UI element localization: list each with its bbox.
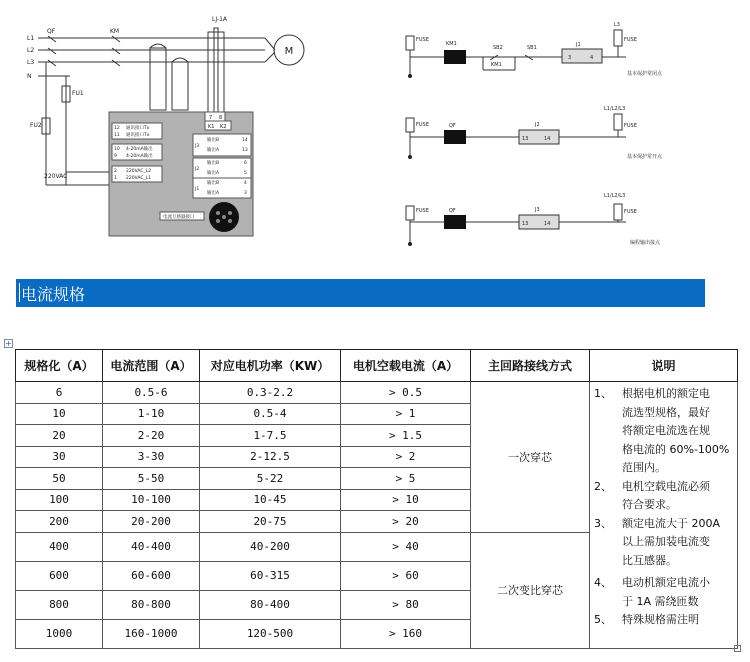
cell-spec: 600 bbox=[16, 561, 103, 590]
phase-label-l2: L2 bbox=[27, 47, 35, 54]
r3-t2: 14 bbox=[544, 221, 551, 227]
cell-spec: 6 bbox=[16, 382, 103, 404]
cell-power: 20-75 bbox=[200, 511, 341, 533]
col-header-noload: 电机空载电流（A） bbox=[341, 350, 471, 382]
table-header-row bbox=[16, 350, 738, 382]
col-header-range: 电流范围（A） bbox=[103, 350, 200, 382]
cell-range: 40-400 bbox=[103, 532, 200, 561]
note-line: 以上需加装电流变 bbox=[622, 535, 710, 548]
cell-power: 0.3-2.2 bbox=[200, 382, 341, 404]
cell-noload: > 1.5 bbox=[341, 425, 471, 447]
wiring-diagram bbox=[0, 0, 750, 262]
cell-spec: 400 bbox=[16, 532, 103, 561]
text-cursor bbox=[19, 283, 20, 302]
note-item bbox=[594, 478, 735, 515]
note-line: 比互感器。 bbox=[622, 553, 677, 567]
qf-label: QF bbox=[47, 28, 56, 35]
cell-range: 2-20 bbox=[103, 425, 200, 447]
r1-km1: KM1 bbox=[491, 62, 502, 68]
block-j1-bottom: 输出A bbox=[207, 191, 220, 196]
cell-range: 160-1000 bbox=[103, 619, 200, 648]
r3-phase: L1/L2/L3 bbox=[604, 193, 626, 199]
note-number: 2、 bbox=[594, 479, 612, 493]
block-j3: J3 bbox=[195, 144, 200, 149]
block-j3-n1: 14 bbox=[242, 138, 248, 143]
term-num-2: 2 bbox=[114, 169, 117, 174]
terminal-7: 7 bbox=[209, 115, 213, 121]
cell-range: 3-30 bbox=[103, 446, 200, 468]
r2-fuse-left: FUSE bbox=[416, 122, 429, 128]
r1-t1: 3 bbox=[568, 55, 572, 61]
r2-caption: 基本保护常开点 bbox=[627, 154, 663, 160]
note-line: 符合要求。 bbox=[622, 498, 677, 511]
note-line: 将额定电流选在规 bbox=[622, 424, 710, 437]
block-j1-top: 输出B bbox=[207, 181, 220, 186]
note-item bbox=[594, 515, 735, 571]
block-j1-n1: 4 bbox=[244, 181, 247, 186]
r2-phase: L1/L2/L3 bbox=[604, 106, 626, 112]
r3-caption: 编程输出接点 bbox=[630, 240, 661, 246]
r3-fuse-right: FUSE bbox=[624, 209, 637, 215]
cell-power: 5-22 bbox=[200, 468, 341, 490]
cell-wiring-primary: 一次穿芯 bbox=[471, 382, 590, 533]
table-move-icon[interactable]: + bbox=[5, 339, 12, 348]
cell-noload: > 10 bbox=[341, 489, 471, 511]
cell-power: 80-400 bbox=[200, 590, 341, 619]
phase-label-n: N bbox=[27, 73, 32, 80]
cell-spec: 10 bbox=[16, 403, 103, 425]
cell-power: 2-12.5 bbox=[200, 446, 341, 468]
cell-power: 40-200 bbox=[200, 532, 341, 561]
fu2-label: FU2 bbox=[30, 122, 42, 129]
cell-power: 1-7.5 bbox=[200, 425, 341, 447]
cell-noload: > 2 bbox=[341, 446, 471, 468]
note-line: 根据电机的额定电 bbox=[622, 387, 710, 400]
table-resize-handle[interactable] bbox=[734, 645, 741, 652]
qf-breaker-2 bbox=[444, 215, 466, 229]
cell-power: 10-45 bbox=[200, 489, 341, 511]
r1-sb2: SB2 bbox=[493, 45, 503, 51]
fu1-label: FU1 bbox=[72, 90, 84, 97]
col-header-wiring: 主回路接线方式 bbox=[471, 350, 590, 382]
table-row bbox=[16, 382, 738, 404]
r1-caption: 基本保护常闭点 bbox=[627, 71, 663, 77]
cell-noload: > 160 bbox=[341, 619, 471, 648]
term-text-10: 4-20mA输出 bbox=[126, 147, 153, 152]
cell-noload: > 80 bbox=[341, 590, 471, 619]
current-spec-table bbox=[15, 349, 738, 649]
r1-t2: 4 bbox=[590, 55, 594, 61]
note-line: 特殊规格需注明 bbox=[622, 613, 699, 626]
block-j2-n2: 5 bbox=[244, 171, 247, 176]
note-line: 于 1A 需绕匝数 bbox=[622, 594, 699, 608]
block-j1-n2: 3 bbox=[244, 191, 247, 196]
term-text-2: 220VAC_L2 bbox=[126, 169, 152, 174]
cell-power: 120-500 bbox=[200, 619, 341, 648]
r2-box-label: QF bbox=[449, 123, 456, 129]
cell-range: 80-800 bbox=[103, 590, 200, 619]
r3-fuse-left: FUSE bbox=[416, 208, 429, 214]
col-header-spec: 规格化（A） bbox=[16, 350, 103, 382]
note-line: 电机空载电流必须 bbox=[622, 479, 710, 493]
cell-spec: 50 bbox=[16, 468, 103, 490]
note-item bbox=[594, 385, 735, 478]
relay-k2: K2 bbox=[220, 124, 227, 130]
term-text-11: 通讯接口Tx bbox=[126, 133, 150, 138]
cell-range: 20-200 bbox=[103, 511, 200, 533]
block-j1: J1 bbox=[195, 187, 200, 192]
block-j2-top: 输出B bbox=[207, 161, 220, 166]
r3-j: J3 bbox=[535, 207, 540, 213]
term-num-12: 12 bbox=[114, 126, 120, 131]
note-line: 范围内。 bbox=[622, 461, 666, 474]
block-j2-bottom: 输出A bbox=[207, 171, 220, 176]
cell-spec: 20 bbox=[16, 425, 103, 447]
term-num-10: 10 bbox=[114, 147, 120, 152]
term-text-9: 4-20mA输出 bbox=[126, 154, 153, 159]
note-line: 电动机额定电流小 bbox=[622, 576, 710, 589]
r1-box-label: KM1 bbox=[446, 41, 457, 47]
r1-j: J1 bbox=[576, 42, 581, 48]
connector-label: 电流互感器接口 bbox=[163, 215, 195, 220]
cell-power: 0.5-4 bbox=[200, 403, 341, 425]
note-line: 格电流的 60%-100% bbox=[622, 442, 730, 456]
cell-range: 1-10 bbox=[103, 403, 200, 425]
col-header-notes: 说明 bbox=[590, 350, 738, 382]
r1-fuse-right: FUSE bbox=[624, 37, 637, 43]
section-title: 电流规格 bbox=[21, 285, 86, 304]
note-item bbox=[594, 611, 735, 630]
note-number: 3、 bbox=[594, 516, 612, 530]
r2-t2: 14 bbox=[544, 136, 551, 142]
r2-fuse-right: FUSE bbox=[624, 123, 637, 129]
terminal-8: 8 bbox=[219, 115, 223, 121]
block-j2: J2 bbox=[195, 167, 200, 172]
r1-fuse-left: FUSE bbox=[416, 37, 429, 43]
term-num-9: 9 bbox=[114, 154, 117, 159]
phase-label-l1: L1 bbox=[27, 35, 35, 42]
cell-range: 10-100 bbox=[103, 489, 200, 511]
cell-noload: > 5 bbox=[341, 468, 471, 490]
r3-box-label: QF bbox=[449, 208, 456, 214]
note-line: 流选型规格，最好 bbox=[622, 405, 710, 419]
block-j3-n2: 13 bbox=[242, 148, 248, 153]
cell-noload: > 0.5 bbox=[341, 382, 471, 404]
cell-spec: 30 bbox=[16, 446, 103, 468]
cell-noload: > 60 bbox=[341, 561, 471, 590]
notes-cell bbox=[590, 382, 738, 649]
cell-range: 60-600 bbox=[103, 561, 200, 590]
term-num-11: 11 bbox=[114, 133, 120, 138]
term-num-1: 1 bbox=[114, 176, 117, 181]
term-text-12: 通讯接口Tx bbox=[126, 126, 150, 131]
note-number: 4、 bbox=[594, 576, 612, 589]
cell-spec: 1000 bbox=[16, 619, 103, 648]
km1-contactor bbox=[444, 50, 466, 64]
note-line: 额定电流大于 200A bbox=[622, 516, 721, 530]
section-header-bar bbox=[16, 279, 705, 307]
km-label: KM bbox=[110, 28, 120, 35]
motor-label: M bbox=[284, 46, 294, 57]
ct-label: LJ-1A bbox=[212, 16, 227, 23]
block-j3-top: 输出B bbox=[207, 138, 220, 143]
qf-breaker-1 bbox=[444, 130, 466, 144]
note-item bbox=[594, 574, 735, 611]
note-number: 1、 bbox=[594, 387, 612, 400]
note-number: 5、 bbox=[594, 613, 612, 626]
cell-spec: 800 bbox=[16, 590, 103, 619]
cell-range: 5-50 bbox=[103, 468, 200, 490]
col-header-power: 对应电机功率（KW） bbox=[200, 350, 341, 382]
relay-k1: K1 bbox=[208, 124, 215, 130]
cell-noload: > 20 bbox=[341, 511, 471, 533]
r2-t1: 13 bbox=[522, 136, 529, 142]
cell-noload: > 1 bbox=[341, 403, 471, 425]
r1-sb1: SB1 bbox=[527, 45, 537, 51]
phase-label-l3: L3 bbox=[27, 59, 35, 66]
cell-spec: 200 bbox=[16, 511, 103, 533]
block-j2-n1: 6 bbox=[244, 161, 247, 166]
cell-noload: > 40 bbox=[341, 532, 471, 561]
cell-range: 0.5-6 bbox=[103, 382, 200, 404]
supply-label: 220VAC bbox=[44, 173, 68, 180]
cell-spec: 100 bbox=[16, 489, 103, 511]
r3-t1: 13 bbox=[522, 221, 529, 227]
cell-wiring-secondary: 二次变比穿芯 bbox=[471, 532, 590, 648]
r1-phase: L3 bbox=[614, 22, 620, 28]
r2-j: J2 bbox=[535, 122, 540, 128]
block-j3-bottom: 输出A bbox=[207, 148, 220, 153]
term-text-1: 220VAC_L1 bbox=[126, 176, 152, 181]
cell-power: 60-315 bbox=[200, 561, 341, 590]
